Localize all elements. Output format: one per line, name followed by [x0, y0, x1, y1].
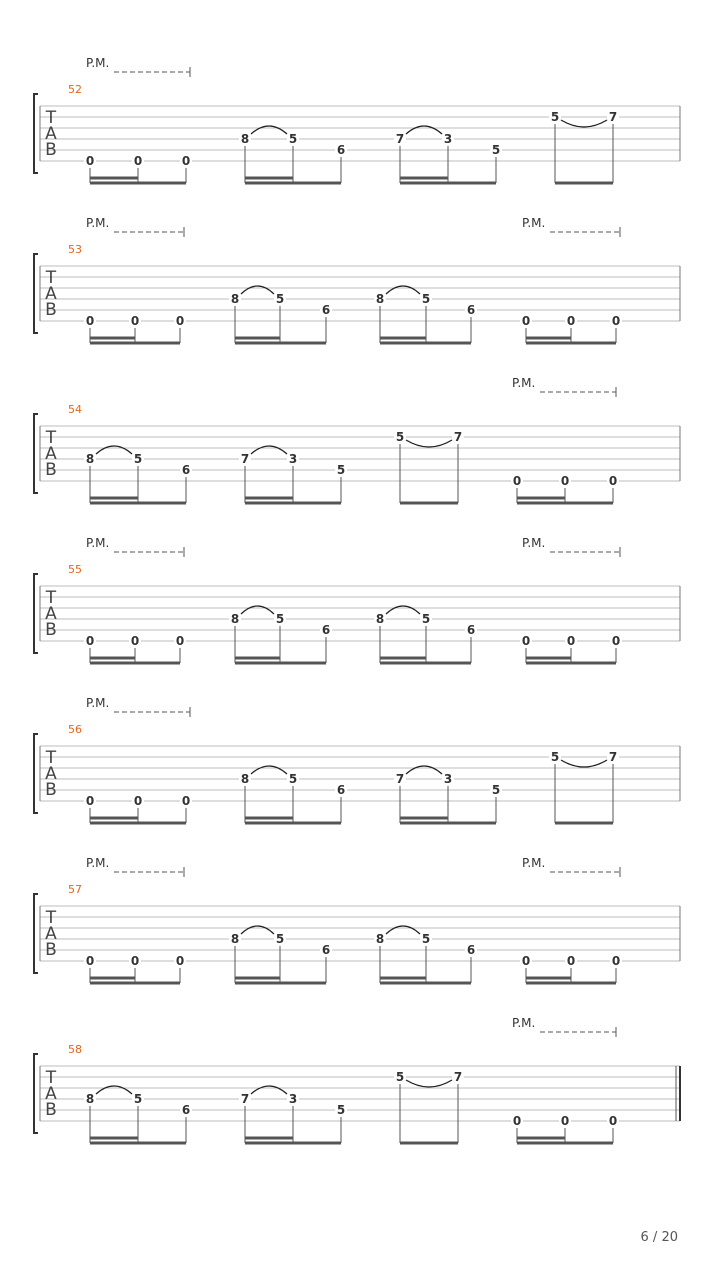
system-bracket: [34, 734, 38, 813]
tab-system: [34, 856, 680, 983]
slur-arc: [406, 766, 442, 774]
fret-number: 5: [288, 772, 298, 786]
fret-number: 7: [240, 452, 250, 466]
note-group: [239, 766, 347, 823]
fret-number: 6: [466, 943, 476, 957]
note-group: [394, 430, 464, 503]
fret-number: 8: [230, 932, 240, 946]
fret-number: 0: [566, 314, 576, 328]
note-group: [229, 286, 332, 343]
fret-number: 5: [491, 783, 501, 797]
tab-clef-letter: A: [45, 444, 57, 464]
fret-number: 0: [130, 634, 140, 648]
fret-number: 0: [85, 634, 95, 648]
system-bracket: [34, 414, 38, 493]
fret-number: 0: [85, 954, 95, 968]
fret-number: 6: [181, 1103, 191, 1117]
slur-arc: [251, 766, 287, 774]
note-group: [394, 766, 502, 823]
palm-mute-label: P.M.: [512, 1016, 536, 1030]
tab-system: [34, 376, 680, 503]
tab-system: [34, 56, 680, 183]
slur-arc: [241, 926, 274, 934]
tie-arc: [561, 120, 607, 127]
fret-number: 7: [608, 750, 618, 764]
tab-clef-letter: B: [45, 460, 57, 480]
fret-number: 0: [611, 314, 621, 328]
slur-arc: [386, 926, 420, 934]
note-group: [520, 314, 622, 343]
fret-number: 6: [181, 463, 191, 477]
bar-number: 52: [68, 83, 82, 96]
slur-arc: [251, 1086, 287, 1094]
fret-number: 8: [375, 932, 385, 946]
bar-number: 54: [68, 403, 82, 416]
page-number: 6 / 20: [640, 1230, 678, 1245]
slur-arc: [251, 126, 287, 134]
fret-number: 0: [133, 154, 143, 168]
fret-number: 3: [443, 772, 453, 786]
tab-clef-letter: T: [45, 428, 57, 448]
note-group: [394, 126, 502, 183]
fret-number: 8: [375, 292, 385, 306]
fret-number: 0: [175, 314, 185, 328]
tab-system: [34, 1016, 680, 1143]
tab-clef-letter: T: [45, 908, 57, 928]
fret-number: 6: [336, 143, 346, 157]
fret-number: 8: [240, 132, 250, 146]
fret-number: 3: [288, 452, 298, 466]
bar-number: 57: [68, 883, 82, 896]
note-group: [511, 1114, 619, 1143]
fret-number: 5: [421, 612, 431, 626]
fret-number: 6: [321, 303, 331, 317]
fret-number: 0: [521, 634, 531, 648]
fret-number: 0: [512, 474, 522, 488]
slur-arc: [251, 446, 287, 454]
note-group: [84, 446, 192, 503]
fret-number: 6: [466, 303, 476, 317]
tab-clef-letter: A: [45, 764, 57, 784]
tab-clef-letter: T: [45, 268, 57, 288]
fret-number: 0: [181, 154, 191, 168]
tie-arc: [561, 760, 607, 767]
tab-clef-letter: T: [45, 588, 57, 608]
palm-mute-label: P.M.: [86, 56, 110, 70]
fret-number: 6: [336, 783, 346, 797]
slur-arc: [386, 606, 420, 614]
fret-number: 0: [611, 634, 621, 648]
note-group: [394, 1070, 464, 1143]
fret-number: 5: [421, 292, 431, 306]
tie-arc: [406, 1080, 452, 1087]
fret-number: 0: [85, 154, 95, 168]
slur-arc: [96, 446, 132, 454]
bar-number: 56: [68, 723, 82, 736]
note-group: [229, 606, 332, 663]
note-group: [239, 446, 347, 503]
note-group: [84, 954, 186, 983]
fret-number: 0: [130, 314, 140, 328]
fret-number: 0: [175, 634, 185, 648]
tie-arc: [406, 440, 452, 447]
fret-number: 0: [521, 954, 531, 968]
system-bracket: [34, 254, 38, 333]
tab-clef-letter: A: [45, 124, 57, 144]
fret-number: 0: [608, 474, 618, 488]
fret-number: 0: [85, 794, 95, 808]
fret-number: 0: [560, 1114, 570, 1128]
system-bracket: [34, 94, 38, 173]
palm-mute-label: P.M.: [86, 856, 110, 870]
system-bracket: [34, 1054, 38, 1133]
palm-mute-label: P.M.: [86, 216, 110, 230]
bar-number: 58: [68, 1043, 82, 1056]
tab-clef-letter: B: [45, 940, 57, 960]
tab-clef-letter: T: [45, 748, 57, 768]
note-group: [374, 286, 477, 343]
fret-number: 8: [85, 1092, 95, 1106]
fret-number: 5: [275, 612, 285, 626]
fret-number: 0: [566, 634, 576, 648]
fret-number: 5: [275, 292, 285, 306]
note-group: [84, 794, 192, 823]
note-group: [549, 110, 619, 183]
note-group: [520, 634, 622, 663]
bar-number: 55: [68, 563, 82, 576]
fret-number: 0: [512, 1114, 522, 1128]
tab-clef-letter: B: [45, 780, 57, 800]
slur-arc: [406, 126, 442, 134]
fret-number: 0: [85, 314, 95, 328]
tab-clef-letter: B: [45, 300, 57, 320]
note-group: [374, 606, 477, 663]
note-group: [84, 634, 186, 663]
fret-number: 5: [133, 1092, 143, 1106]
fret-number: 5: [550, 110, 560, 124]
fret-number: 5: [395, 1070, 405, 1084]
fret-number: 0: [566, 954, 576, 968]
note-group: [229, 926, 332, 983]
palm-mute-label: P.M.: [512, 376, 536, 390]
fret-number: 0: [608, 1114, 618, 1128]
tab-clef-letter: A: [45, 604, 57, 624]
fret-number: 7: [240, 1092, 250, 1106]
note-group: [374, 926, 477, 983]
fret-number: 7: [395, 772, 405, 786]
slur-arc: [96, 1086, 132, 1094]
bar-number: 53: [68, 243, 82, 256]
slur-arc: [241, 606, 274, 614]
fret-number: 6: [321, 623, 331, 637]
fret-number: 8: [240, 772, 250, 786]
note-group: [84, 1086, 192, 1143]
fret-number: 0: [560, 474, 570, 488]
fret-number: 0: [521, 314, 531, 328]
palm-mute-label: P.M.: [522, 216, 546, 230]
system-bracket: [34, 894, 38, 973]
fret-number: 6: [321, 943, 331, 957]
fret-number: 7: [453, 430, 463, 444]
palm-mute-label: P.M.: [522, 536, 546, 550]
note-group: [520, 954, 622, 983]
fret-number: 8: [230, 612, 240, 626]
tab-clef-letter: A: [45, 1084, 57, 1104]
fret-number: 5: [336, 1103, 346, 1117]
slur-arc: [241, 286, 274, 294]
fret-number: 5: [395, 430, 405, 444]
tab-clef-letter: B: [45, 140, 57, 160]
tab-clef-letter: B: [45, 1100, 57, 1120]
fret-number: 0: [611, 954, 621, 968]
tab-clef-letter: T: [45, 108, 57, 128]
slur-arc: [386, 286, 420, 294]
fret-number: 8: [85, 452, 95, 466]
tab-system: [34, 216, 680, 343]
fret-number: 5: [421, 932, 431, 946]
fret-number: 3: [443, 132, 453, 146]
fret-number: 5: [133, 452, 143, 466]
palm-mute-label: P.M.: [86, 536, 110, 550]
tab-system: [34, 696, 680, 823]
palm-mute-label: P.M.: [86, 696, 110, 710]
tab-system: [34, 536, 680, 663]
note-group: [549, 750, 619, 823]
tab-clef-letter: B: [45, 620, 57, 640]
fret-number: 0: [175, 954, 185, 968]
note-group: [511, 474, 619, 503]
fret-number: 5: [288, 132, 298, 146]
fret-number: 5: [491, 143, 501, 157]
tab-clef-letter: A: [45, 924, 57, 944]
fret-number: 3: [288, 1092, 298, 1106]
palm-mute-label: P.M.: [522, 856, 546, 870]
fret-number: 8: [230, 292, 240, 306]
fret-number: 5: [336, 463, 346, 477]
fret-number: 5: [275, 932, 285, 946]
fret-number: 5: [550, 750, 560, 764]
fret-number: 0: [181, 794, 191, 808]
note-group: [239, 1086, 347, 1143]
fret-number: 0: [130, 954, 140, 968]
fret-number: 8: [375, 612, 385, 626]
system-bracket: [34, 574, 38, 653]
note-group: [239, 126, 347, 183]
tab-clef-letter: T: [45, 1068, 57, 1088]
fret-number: 7: [608, 110, 618, 124]
fret-number: 7: [453, 1070, 463, 1084]
fret-number: 6: [466, 623, 476, 637]
fret-number: 0: [133, 794, 143, 808]
tab-clef-letter: A: [45, 284, 57, 304]
note-group: [84, 314, 186, 343]
note-group: [84, 154, 192, 183]
fret-number: 7: [395, 132, 405, 146]
